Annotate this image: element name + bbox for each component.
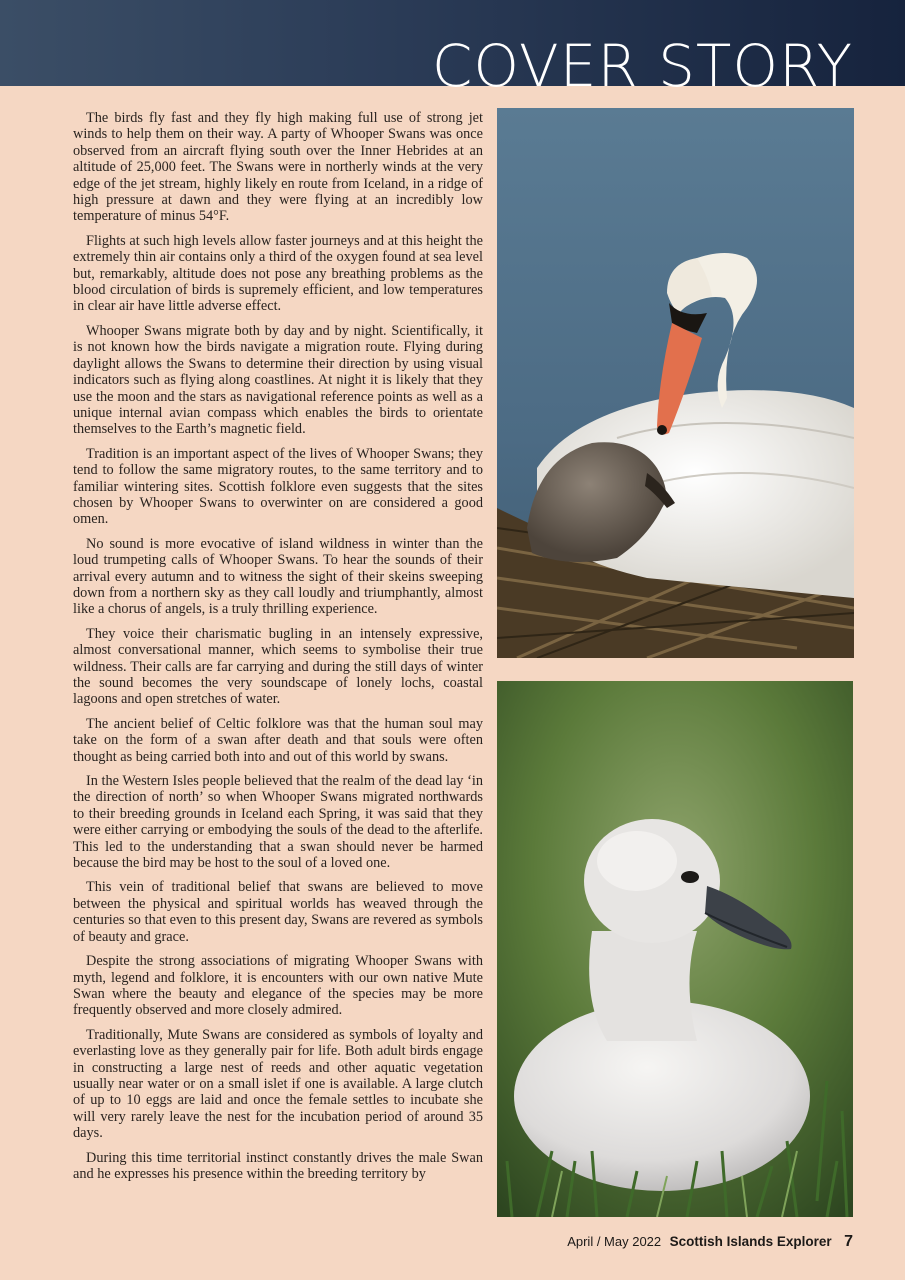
article-paragraph: Tradition is an important aspect of the lives of Whooper Swans; they tend to follow the same migratory routes, to the same territory and to familiar wintering sites. Scottish folklore even suggests that the sites chosen by Whooper Swans to overwinter on are considered a good omen. xyxy=(73,445,483,528)
article-paragraph: Traditionally, Mute Swans are considered as symbols of loyalty and everlasting love as they generally pair for life. Both adult birds engage in constructing a large nest of reeds and other aquatic vegetation usually near water or on a small islet if one is available. A large clutch of up to 10 eggs are laid and once the female settles to incubate she will very rarely leave the nest for the incubation period of around 35 days. xyxy=(73,1026,483,1142)
magazine-name: Scottish Islands Explorer xyxy=(669,1234,832,1249)
swan-with-cygnet-photo xyxy=(497,108,854,658)
section-title: COVER STORY xyxy=(431,32,853,100)
page-number: 7 xyxy=(844,1233,853,1250)
article-paragraph: Whooper Swans migrate both by day and by night. Scientifically, it is not known how the birds navigate a migration route. Flying during daylight allows the Swans to determine their direction by using visual indicators such as flying along coastlines. At night it is likely that they use the moon and the stars as navigational reference points as well as a unique internal avian compass which enables the birds to orientate themselves to the Earth’s magnetic field. xyxy=(73,322,483,438)
article-paragraph: The birds fly fast and they fly high making full use of strong jet winds to help them on their way. A party of Whooper Swans was once observed from an aircraft flying south over the Inner Hebrides at an altitude of 25,000 feet. The Swans were in northerly winds at the very edge of the jet stream, highly likely en route from Iceland, in a ridge of high pressure at dawn and they were flying at an incredibly low temperature of minus 54°F. xyxy=(73,110,483,225)
section-header-bar xyxy=(0,0,905,100)
article-paragraph: In the Western Isles people believed that the realm of the dead lay ‘in the direction of north’ so when Whooper Swans migrated northwards to their breeding grounds in Iceland each Spring, it was said that they were either carrying or embodying the souls of the dead to the afterlife. This led to the understanding that a swan should never be harmed because the bird may be host to the soul of a loved one. xyxy=(73,773,483,872)
article-paragraph: No sound is more evocative of island wildness in winter than the loud trumpeting calls of Whooper Swans. To hear the sounds of their arrival every autumn and to witness the sight of their skeins sweeping down from a northern sky as they call loudly and triumphantly, almost like a chorus of angels, is a truly thrilling experience. xyxy=(73,535,483,618)
article-paragraph: During this time territorial instinct constantly drives the male Swan and he expresses his presence within the breeding territory by xyxy=(73,1149,483,1182)
page-footer xyxy=(567,1233,853,1253)
article-body xyxy=(73,110,483,1190)
cygnet-in-grass-photo xyxy=(497,681,853,1217)
article-paragraph: Flights at such high levels allow faster journeys and at this height the extremely thin air contains only a third of the oxygen found at sea level but, remarkably, altitude does not pose any breathing problems as the blood circulation of birds is supremely efficient, and low temperatures in clear air have little adverse effect. xyxy=(73,232,483,315)
article-paragraph: They voice their charismatic bugling in an intensely expressive, almost conversational manner, which seems to symbolise their true wildness. Their calls are far carrying and during the still days of winter the sound becomes the very soundscape of lonely lochs, coastal lagoons and open stretches of water. xyxy=(73,625,483,708)
article-paragraph: The ancient belief of Celtic folklore was that the human soul may take on the form of a swan after death and that souls were often thought as being carried both into and out of this world by swans. xyxy=(73,715,483,765)
issue-date: April / May 2022 xyxy=(567,1234,662,1249)
article-paragraph: This vein of traditional belief that swans are believed to move between the physical and spiritual worlds has weaved through the centuries so that even to this present day, Swans are revered as symbols of beauty and grace. xyxy=(73,879,483,945)
article-paragraph: Despite the strong associations of migrating Whooper Swans with myth, legend and folklore, it is encounters with our own native Mute Swan where the beauty and elegance of the species may be more frequently observed and more closely admired. xyxy=(73,953,483,1019)
